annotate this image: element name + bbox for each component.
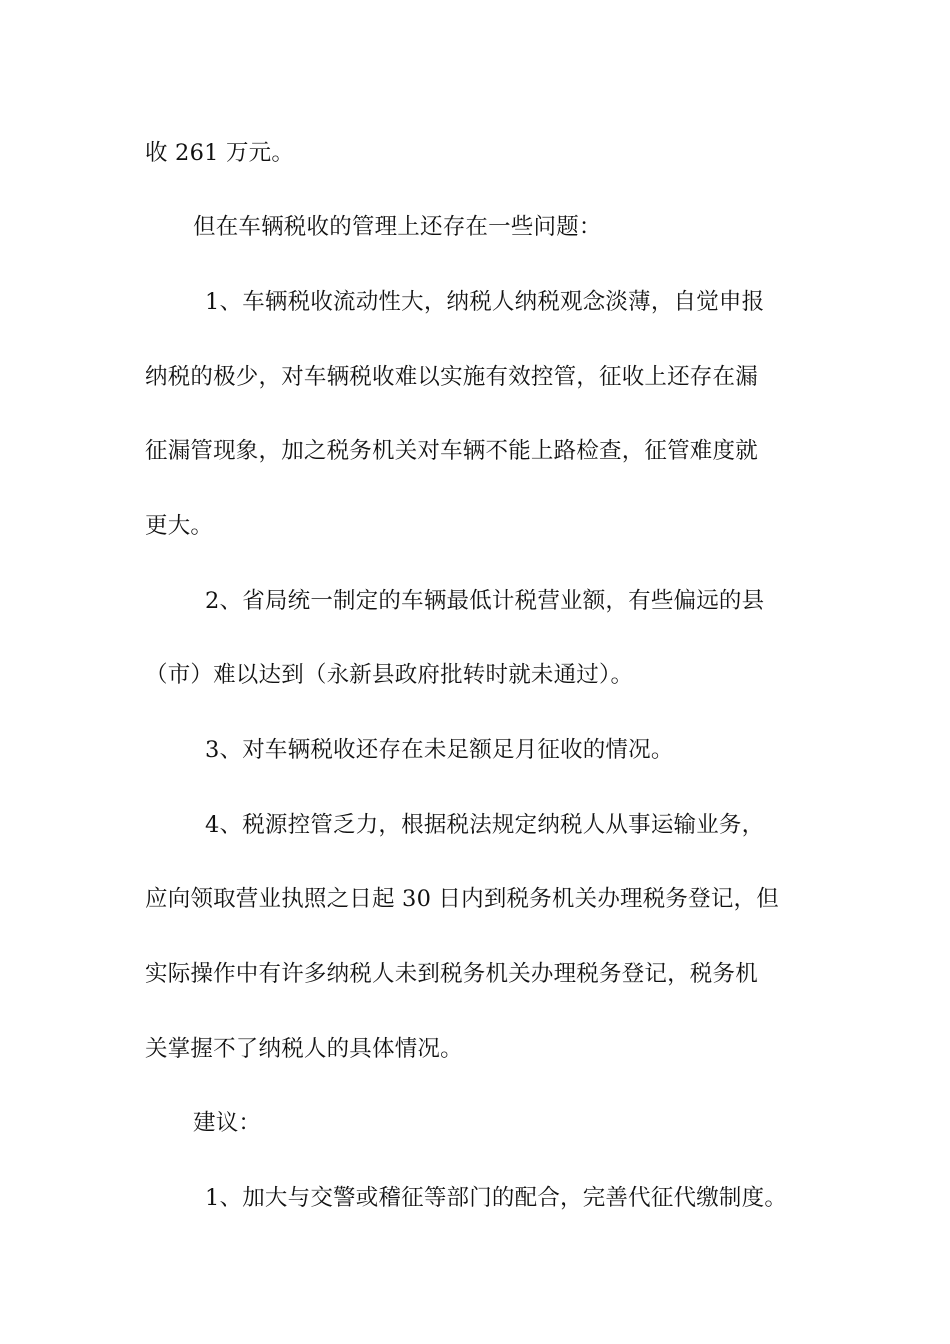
text-line-5: 征漏管现象，加之税务机关对车辆不能上路检查，征管难度就 bbox=[145, 438, 758, 464]
text-line-12: 实际操作中有许多纳税人未到税务机关办理税务登记，税务机 bbox=[145, 961, 758, 987]
text-line-1: 收 261 万元。 bbox=[145, 140, 295, 166]
text-line-8: （市）难以达到（永新县政府批转时就未通过）。 bbox=[145, 662, 634, 688]
text-line-15: 1、加大与交警或稽征等部门的配合，完善代征代缴制度。 bbox=[205, 1185, 788, 1211]
text-line-3: 1、车辆税收流动性大，纳税人纳税观念淡薄，自觉申报 bbox=[205, 289, 765, 315]
text-line-13: 关掌握不了纳税人的具体情况。 bbox=[145, 1036, 463, 1062]
text-line-14: 建议： bbox=[193, 1110, 262, 1136]
text-line-9: 3、对车辆税收还存在未足额足月征收的情况。 bbox=[205, 737, 674, 763]
text-line-11: 应向领取营业执照之日起 30 日内到税务机关办理税务登记，但 bbox=[145, 886, 779, 912]
text-line-7: 2、省局统一制定的车辆最低计税营业额，有些偏远的县 bbox=[205, 588, 765, 614]
text-line-6: 更大。 bbox=[145, 513, 214, 539]
text-line-4: 纳税的极少，对车辆税收难以实施有效控管，征收上还存在漏 bbox=[145, 364, 758, 390]
text-line-10: 4、税源控管乏力，根据税法规定纳税人从事运输业务， bbox=[205, 812, 765, 838]
text-line-2: 但在车辆税收的管理上还存在一些问题： bbox=[193, 214, 602, 240]
